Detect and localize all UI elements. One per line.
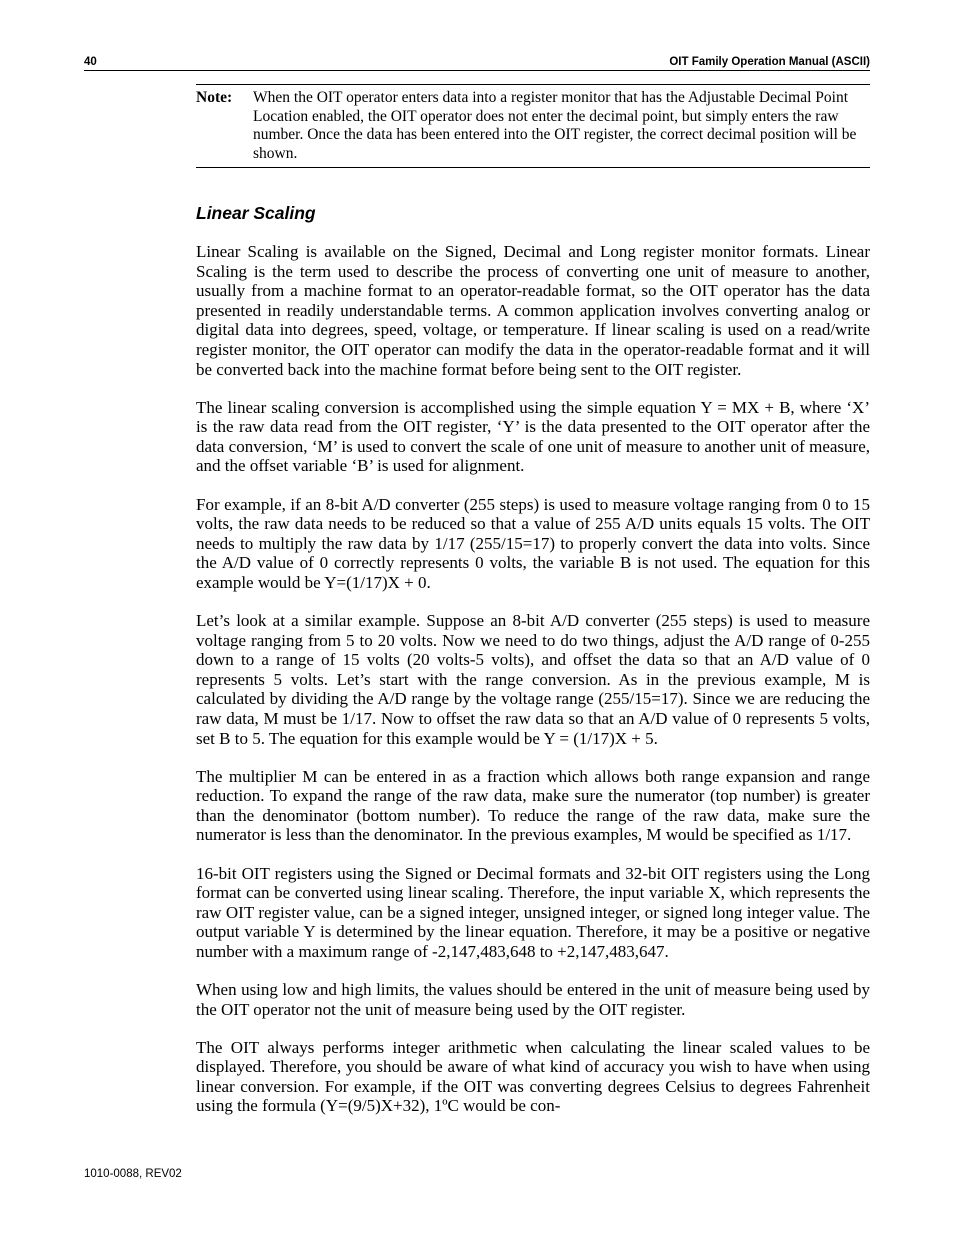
page-number: 40 — [84, 56, 97, 68]
paragraph: When using low and high limits, the values should be entered in the unit of measure being used by the OIT operator not the unit of measure being used by the OIT register. — [196, 980, 870, 1019]
section-heading: Linear Scaling — [196, 203, 316, 223]
note-label: Note: — [196, 89, 233, 106]
page-header — [84, 55, 870, 71]
paragraph: Linear Scaling is available on the Signed, Decimal and Long register monitor formats. Linear Scaling is the term used to describe the process of converting one unit of measure to another, usually from a machine format to an operator-readable format, so the OIT operator has the data presented in readily understandable terms. A common application involves converting analog or digital data into degrees, speed, voltage, or temperature. If linear scaling is used on a read/write register monitor, the OIT operator can modify the data in the operator-readable format and it will be converted back into the machine format before being sent to the OIT register. — [196, 242, 870, 379]
paragraph: The linear scaling conversion is accomplished using the simple equation Y = MX + B, where ‘X’ is the raw data read from the OIT register, ‘Y’ is the data presented to the OIT operator after the data conversion, ‘M’ is used to convert the scale of one unit of measure to another unit of measure, and the offset variable ‘B’ is used for alignment. — [196, 397, 870, 476]
paragraph: The OIT always performs integer arithmetic when calculating the linear scaled values to be displayed. Therefore, you should be aware of what kind of accuracy you wish to have when using linear conversion. For example, if the OIT was converting degrees Celsius to degrees Fahrenheit using the formula (Y=(9/5)X+32), 1ºC would be con- — [196, 1037, 870, 1116]
paragraph: For example, if an 8-bit A/D converter (255 steps) is used to measure voltage ranging from 0 to 15 volts, the raw data needs to be reduced so that a value of 255 A/D units equals 15 volts. The OIT needs to multiply the raw data by 1/17 (255/15=17) to properly convert the data into volts. Since the A/D value of 0 correctly represents 0 volts, the variable B is not used. The equation for this example would be Y=(1/17)X + 0. — [196, 494, 870, 592]
note-box — [196, 84, 870, 168]
document-title: OIT Family Operation Manual (ASCII) — [669, 56, 870, 68]
paragraph: 16-bit OIT registers using the Signed or Decimal formats and 32-bit OIT registers using the Long format can be converted using linear scaling. Therefore, the input variable X, which represents the raw OIT register value, can be a signed integer, unsigned integer, or signed long integer value. The output variable Y is determined by the linear equation. Therefore, it may be a positive or negative number with a maximum range of -2,147,483,648 to +2,147,483,647. — [196, 863, 870, 961]
paragraph: The multiplier M can be entered in as a fraction which allows both range expansion and range reduction. To expand the range of the raw data, make sure the numerator (top number) is greater than the denominator (bottom number). To reduce the range of the raw data, make sure the numerator is less than the denominator. In the previous examples, M would be specified as 1/17. — [196, 766, 870, 845]
page-footer — [84, 1168, 182, 1180]
note-text: When the OIT operator enters data into a register monitor that has the Adjustable Decimal Point Location enabled, the OIT operator does not enter the decimal point, but simply enters the raw number. Once the data has been entered into the OIT register, the correct decimal position will be shown. — [253, 89, 857, 162]
paragraph: Let’s look at a similar example. Suppose an 8-bit A/D converter (255 steps) is used to measure voltage ranging from 5 to 20 volts. Now we need to do two things, adjust the A/D range of 0-255 down to a range of 15 volts (20 volts-5 volts), and offset the data so that an A/D value of 0 represents 5 volts. Let’s start with the range conversion. As in the previous example, M is calculated by dividing the A/D range by the voltage range (255/15=17). Since we are reducing the raw data, M must be 1/17. Now to offset the raw data so that an A/D value of 0 represents 5 volts, set B to 5. The equation for this example would be Y = (1/17)X + 5. — [196, 611, 870, 748]
body-text — [196, 242, 870, 1135]
document-number: 1010-0088, REV02 — [84, 1168, 182, 1180]
